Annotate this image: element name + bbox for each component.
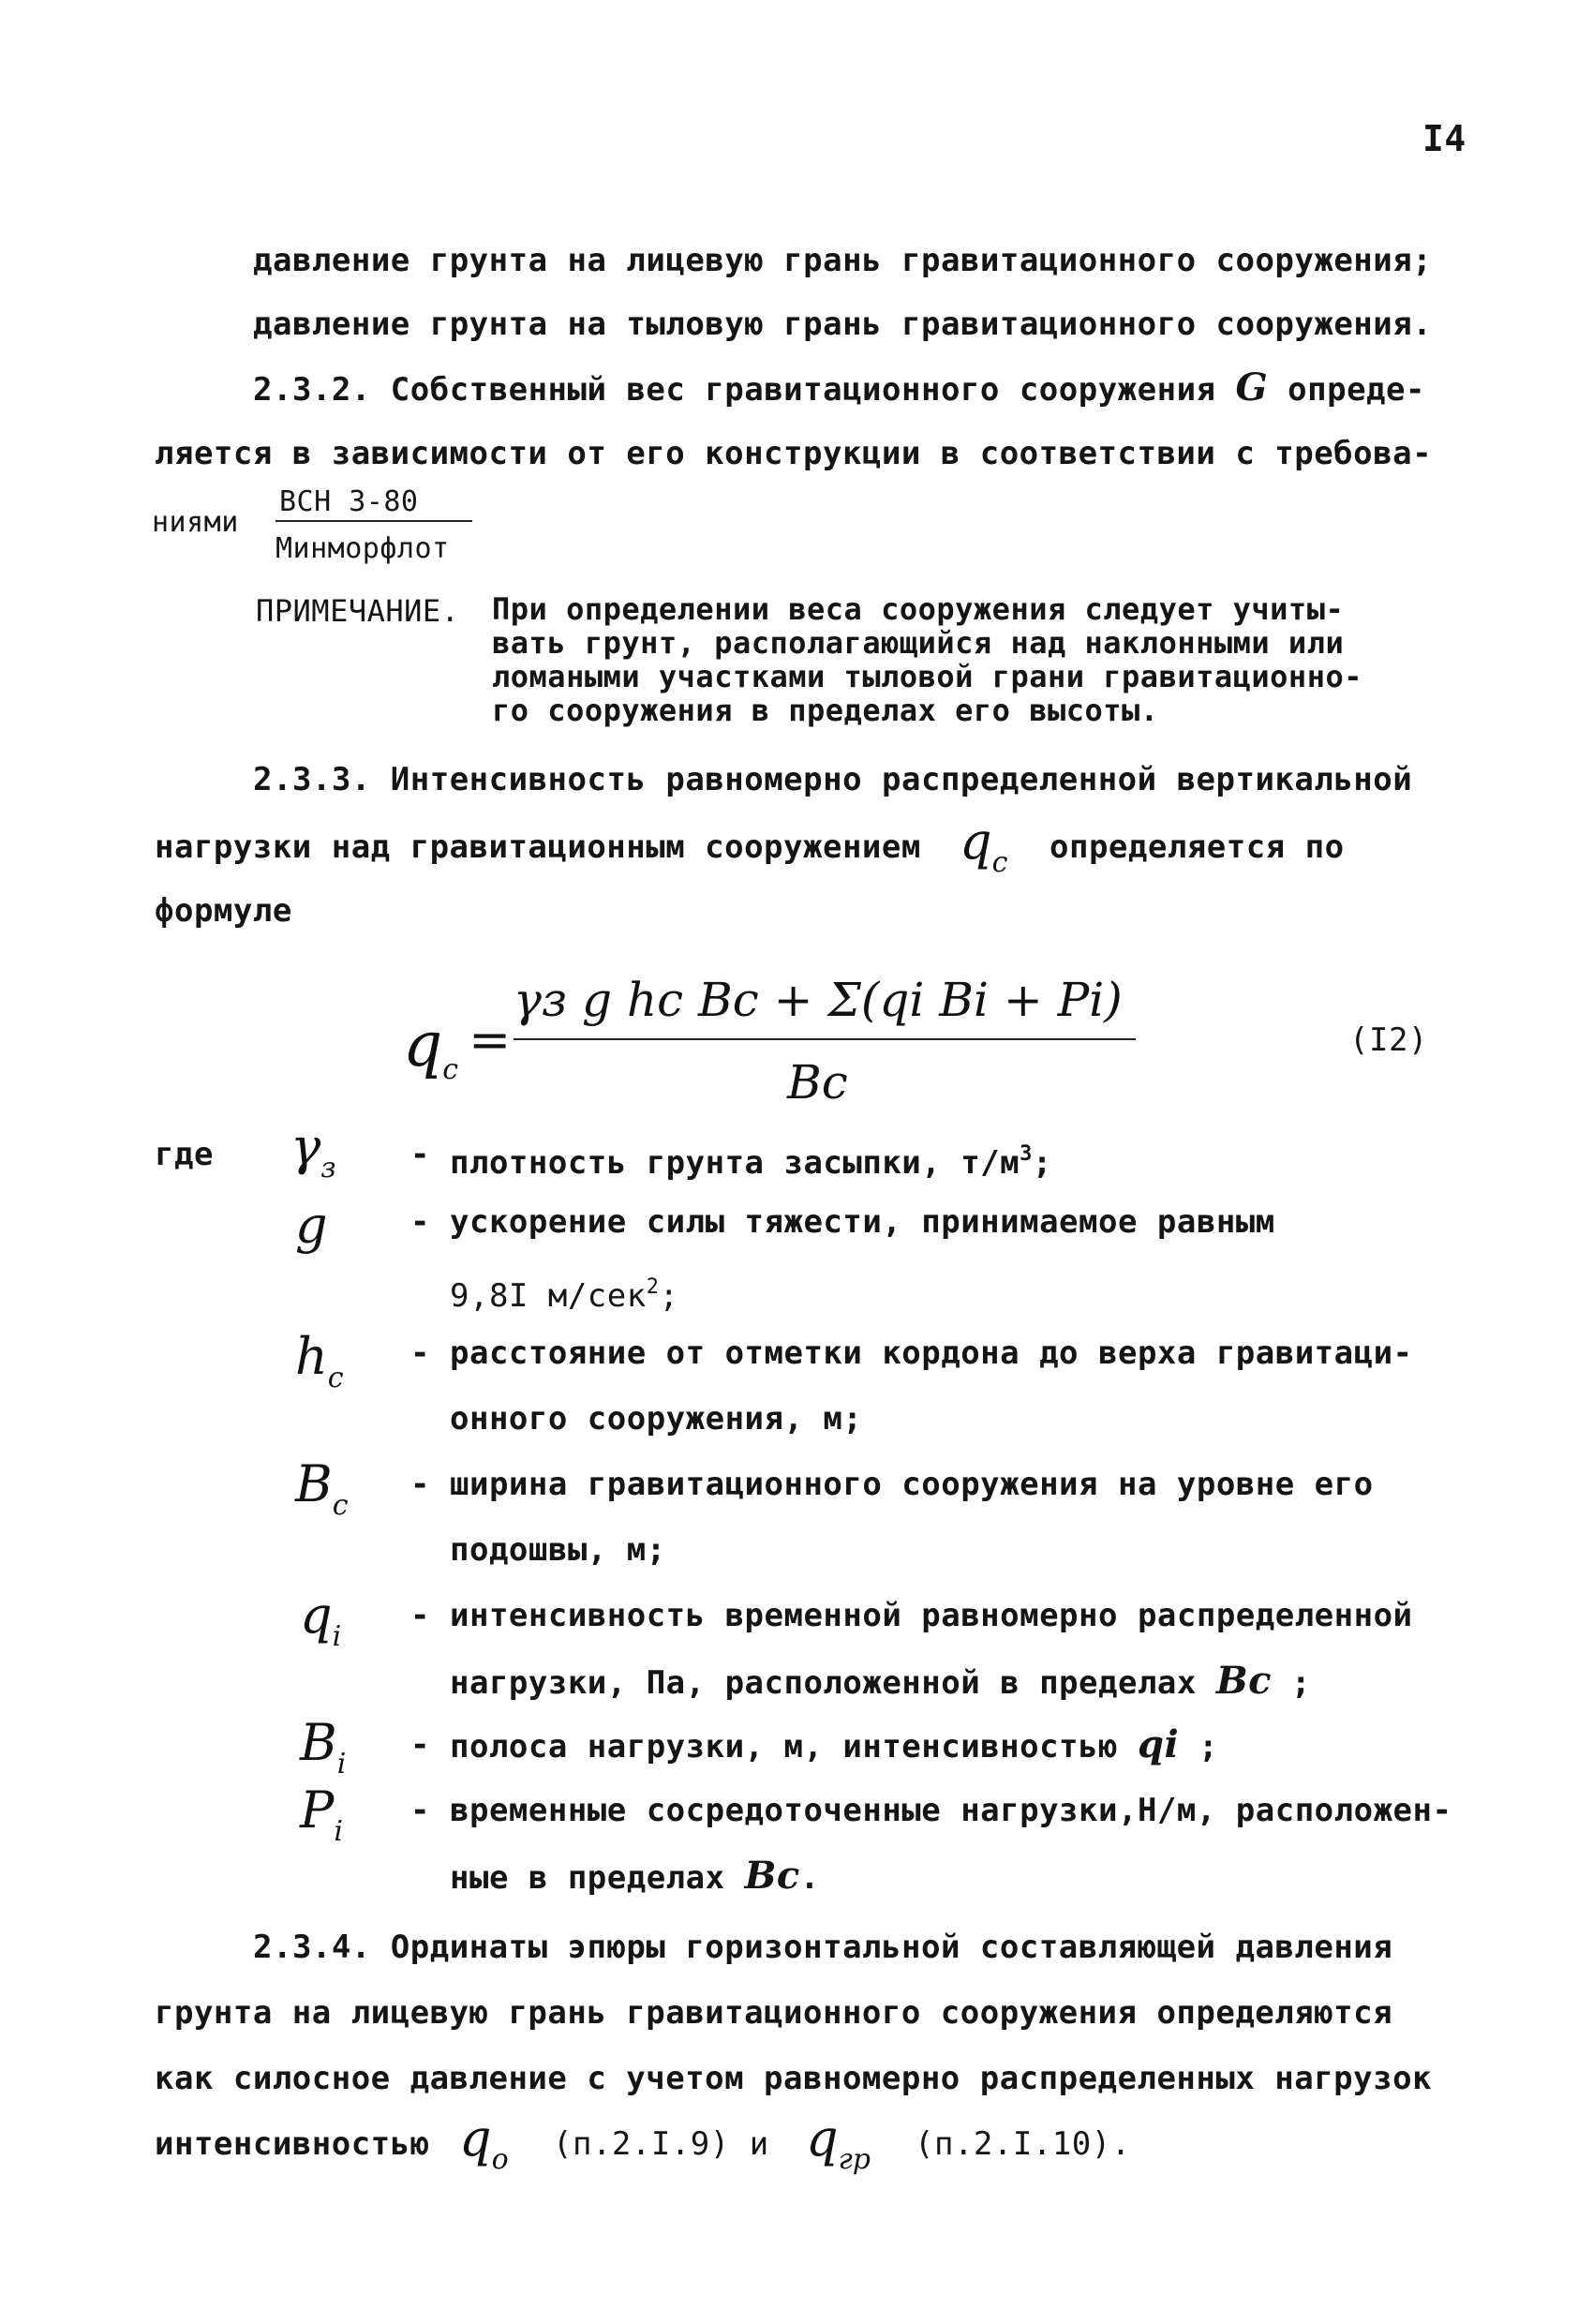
symbol-sub: o — [491, 2143, 509, 2176]
page-number: I4 — [1422, 118, 1466, 159]
text-span: ные в пределах — [450, 1859, 725, 1897]
symbol-main: q — [806, 2108, 839, 2168]
reference-text: (п.2.I.10). — [915, 2125, 1131, 2163]
definition-text: онного сооружения, м; — [450, 1400, 863, 1438]
text-span: ; — [1198, 1728, 1219, 1765]
formula-denominator: Bc — [787, 1055, 848, 1110]
fraction-denominator: Минморфлот — [275, 532, 450, 565]
text-line: давление грунта на тыловую грань гравитационного сооружения. — [253, 305, 1433, 343]
formula-number: (I2) — [1349, 1021, 1428, 1059]
definition-text: ускорение силы тяжести, принимаемое равным — [450, 1203, 1275, 1241]
text-line: интенсивностью — [155, 2125, 430, 2163]
symbol-qi — [300, 1586, 342, 1663]
fraction-numerator: ВСН 3-80 — [279, 485, 419, 518]
text-span: опреде- — [1288, 371, 1425, 409]
text-line: нагрузки над гравитационным сооружением — [155, 828, 921, 866]
symbol-qgr — [806, 2108, 871, 2186]
note-line: го сооружения в пределах его высоты. — [492, 693, 1159, 728]
paragraph-2-3-2-line — [253, 365, 1425, 410]
definition-text — [450, 1269, 678, 1315]
text-span: 2.3.2. Собственный вес гравитационного сооружения — [253, 371, 1216, 409]
symbol-q0 — [459, 2108, 509, 2186]
symbol-sub: i — [332, 1620, 342, 1653]
symbol-sub: c — [442, 1053, 459, 1086]
symbol-hc — [295, 1327, 344, 1405]
symbol-main: γ — [290, 1117, 321, 1176]
symbol-sub: гр — [838, 2143, 871, 2176]
inline-symbol: qi — [1137, 1722, 1180, 1766]
symbol-sub: c — [327, 1362, 344, 1394]
symbol-sub: c — [332, 1489, 349, 1522]
definition-text — [450, 1136, 1052, 1182]
symbol-main: B — [295, 1454, 333, 1513]
text-span: . — [799, 1859, 820, 1897]
list-dash: - — [410, 1597, 430, 1634]
symbol-main: g — [295, 1196, 328, 1255]
formula-numerator: γз g hc Bc + Σ(qi Bi + Pi) — [514, 973, 1123, 1027]
symbol-main: B — [300, 1713, 337, 1772]
list-dash: - — [410, 1203, 430, 1241]
fraction-bar — [275, 520, 472, 522]
definition-text — [450, 1854, 820, 1898]
note-line: ломаными участками тыловой грани гравитационно- — [492, 659, 1362, 694]
text-span: плотность грунта засыпки, т/м — [450, 1144, 1020, 1182]
text-line: определяется по — [1050, 828, 1345, 866]
list-dash: - — [410, 1792, 430, 1829]
definition-text: подошвы, м; — [450, 1531, 666, 1569]
text-span: ; — [1032, 1144, 1052, 1182]
definition-text — [450, 1722, 1219, 1766]
text-line: грунта на лицевую грань гравитационного сооружения определяются — [155, 1994, 1393, 2032]
symbol-sub: c — [991, 846, 1008, 879]
list-dash: - — [410, 1466, 430, 1503]
reference-text: (п.2.I.9) и — [553, 2125, 769, 2163]
text-span: нагрузки, Па, расположенной в пределах — [450, 1664, 1197, 1702]
paragraph-2-3-3-line: 2.3.3. Интенсивность равномерно распределенной вертикальной — [253, 761, 1413, 798]
list-dash: - — [410, 1136, 430, 1173]
inline-symbol: Bc — [1215, 1659, 1273, 1703]
symbol-Bc — [295, 1454, 349, 1532]
text-line: формуле — [155, 892, 292, 930]
definition-text — [450, 1659, 1311, 1703]
symbol-g — [295, 1196, 328, 1255]
formula-lhs — [403, 1008, 459, 1103]
definition-text: интенсивность временной равномерно распределенной — [450, 1597, 1413, 1634]
symbol-main: q — [960, 812, 992, 871]
note-label: ПРИМЕЧАНИЕ. — [256, 593, 460, 629]
note-line: вать грунт, располагающийся над наклонными или — [492, 625, 1345, 661]
formula-equals: = — [469, 1010, 512, 1069]
text-line: ниями — [152, 506, 239, 539]
definition-text: расстояние от отметки кордона до верха гравитаци- — [450, 1334, 1413, 1372]
symbol-Pi — [300, 1780, 343, 1858]
symbol-G: G — [1235, 365, 1269, 410]
superscript: 2 — [646, 1275, 660, 1299]
symbol-main: h — [295, 1327, 328, 1386]
symbol-main: q — [300, 1586, 333, 1645]
text-line: как силосное давление с учетом равномерно распределенных нагрузок — [155, 2060, 1433, 2097]
symbol-sub: з — [320, 1152, 336, 1184]
text-line: ляется в зависимости от его конструкции в соответствии с требова- — [155, 435, 1433, 472]
text-span: 9,8I м/сек — [450, 1277, 647, 1315]
symbol-main: q — [403, 1008, 443, 1080]
text-span: ; — [659, 1277, 679, 1315]
symbol-main: P — [300, 1780, 335, 1840]
symbol-sub: i — [336, 1748, 347, 1780]
note-line: При определении веса сооружения следует учиты- — [492, 591, 1345, 627]
symbol-qc — [960, 812, 1008, 889]
formula-fraction-bar — [514, 1038, 1136, 1040]
text-span: полоса нагрузки, м, интенсивностью — [450, 1728, 1118, 1765]
text-span: ; — [1291, 1664, 1311, 1702]
symbol-sub: i — [334, 1815, 343, 1848]
inline-symbol: Bc — [744, 1854, 800, 1898]
definition-text: временные сосредоточенные нагрузки,Н/м, расположен- — [450, 1792, 1452, 1829]
symbol-gamma — [290, 1117, 336, 1195]
superscript: 3 — [1020, 1142, 1033, 1166]
symbol-main: q — [459, 2108, 492, 2168]
list-dash: - — [410, 1726, 430, 1764]
list-dash: - — [410, 1334, 430, 1372]
text-line: давление грунта на лицевую грань гравитационного сооружения; — [253, 242, 1433, 279]
definition-text: ширина гравитационного сооружения на уровне его — [450, 1466, 1374, 1503]
paragraph-2-3-4-line: 2.3.4. Ординаты эпюры горизонтальной составляющей давления — [253, 1929, 1393, 1966]
where-label: где — [155, 1136, 214, 1173]
